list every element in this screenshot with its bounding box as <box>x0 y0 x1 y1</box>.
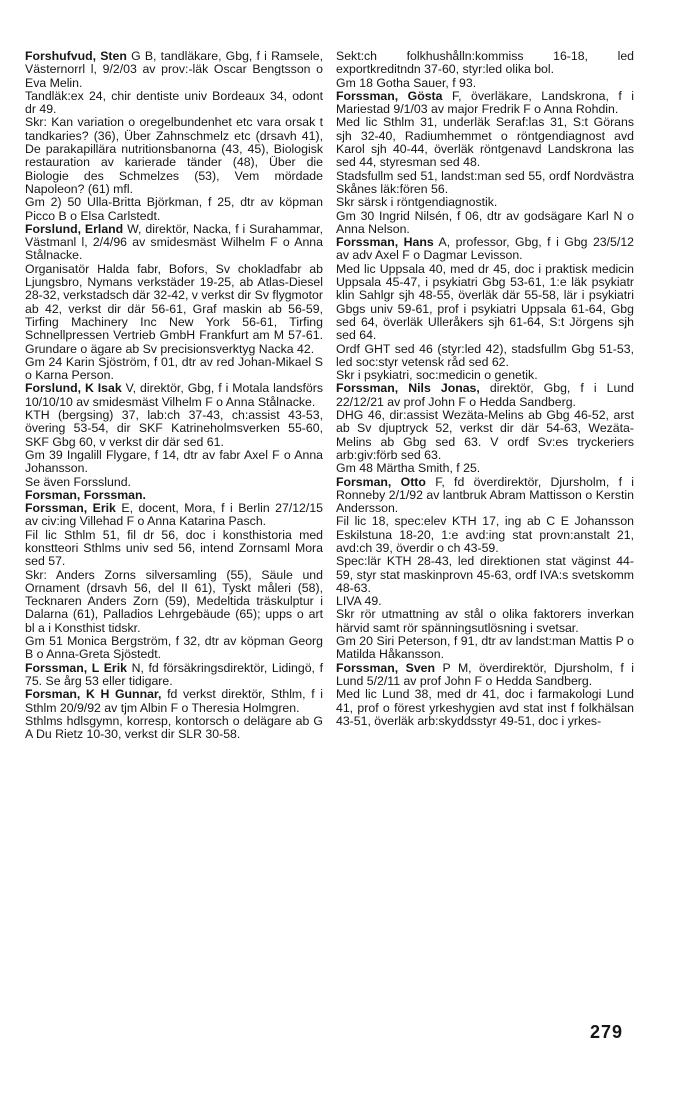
entry-text: Gm 2) 50 Ulla-Britta Björkman, f 25, dtr av köpman Picco B o Elsa Carlstedt. <box>25 195 323 223</box>
biography-entry <box>336 476 634 662</box>
entry-paragraph <box>25 223 323 263</box>
entry-text: Organisatör Halda fabr, Bofors, Sv chokladfabr ab Ljungsbro, Nymans verkstäder 19-25, ab Atlas-Diesel 28-32, verkstadsch där 32-42, v verkst dir Sv flygmotor ab 42, verkst dir där 56-61, Graf maskin ab 56-59, Tirfing Machinery Inc New York 56-61, Tirfing Schnellpressen Vertrieb GmbH Frankfurt am M 57-61. Grundare o ägare ab Sv precisionsverktyg Nacka 42. <box>25 261 323 356</box>
entry-paragraph <box>336 608 634 635</box>
entry-name: Forssman, L Erik <box>25 660 127 675</box>
entry-paragraph <box>336 688 634 728</box>
entry-paragraph <box>336 409 634 462</box>
entry-paragraph <box>336 50 634 77</box>
entry-paragraph <box>25 715 323 742</box>
entry-paragraph <box>25 569 323 635</box>
entry-text: Med lic Uppsala 40, med dr 45, doc i praktisk medicin Uppsala 45-47, i psykiatri Gbg 53-61, 1:e läk psykiatr klin Sahlgr sjh 48-55, överläk där 55-58, lär i psykiatri Gbgs univ 59-61, prof i psykiatri Uppsala 61-64, Gbg sed 64, överläk Ulleråkers sjh 61-64, S:t Jörgens sjh sed 64. <box>336 261 634 343</box>
entry-name: Forshufvud, Sten <box>25 49 127 63</box>
entry-text: P M, överdirektör, Djursholm, f i Lund 5/2/11 av prof John F o Hedda Sandberg. <box>336 660 635 688</box>
entry-text: Gm 30 Ingrid Nilsén, f 06, dtr av godsägare Karl N o Anna Nelson. <box>336 208 634 236</box>
biography-entry <box>25 223 323 383</box>
entry-name: Forslund, K Isak <box>25 381 122 396</box>
entry-paragraph <box>25 116 323 196</box>
entry-name: Forslund, Erland <box>25 221 124 236</box>
entry-text: Gm 51 Monica Bergström, f 32, dtr av köpman Georg B o Anna-Greta Sjöstedt. <box>25 634 323 662</box>
entry-text: F, fd överdirektör, Djursholm, f i Ronneby 2/1/92 av lantbruk Abram Mattisson o Kerstin Andersson. <box>336 474 634 516</box>
entry-paragraph <box>25 635 323 662</box>
entry-text: A, professor, Gbg, f i Gbg 23/5/12 av adv Axel F o Dagmar Levisson. <box>336 235 634 263</box>
page-number: 279 <box>590 1022 624 1042</box>
biography-entry <box>336 382 634 475</box>
entry-text: Skr i psykiatri, soc:medicin o genetik. <box>336 368 538 383</box>
entry-paragraph <box>25 196 323 223</box>
entry-paragraph <box>25 489 323 502</box>
entry-paragraph <box>25 688 323 715</box>
entry-paragraph <box>25 409 323 449</box>
entry-paragraph <box>336 210 634 237</box>
biography-entry <box>25 688 323 741</box>
entry-name: Forsman, K H Gunnar, <box>25 687 162 702</box>
entry-text: Se även Forsslund. <box>25 474 131 489</box>
entry-text: G B, tandläkare, Gbg, f i Ramsele, Västernorrl l, 9/2/03 av prov:-läk Oscar Bengtsson o Eva Melin. <box>25 49 324 90</box>
biography-entry <box>336 662 634 728</box>
entry-text: Fil lic 18, spec:elev KTH 17, ing ab C E Johansson Eskilstuna 18-20, 1:e avd:ing stat provn:anstalt 21, avd:ch 39, överdir o ch 43-59. <box>336 514 634 555</box>
entry-paragraph <box>25 662 323 689</box>
entry-paragraph <box>336 236 634 263</box>
entry-text: DHG 46, dir:assist Wezäta-Melins ab Gbg 46-52, arst ab Sv djuptryck 52, verkst dir där 54-63, Wezäta-Melins ab Gbg sed 63. V ordf Sv:es tryckeriers arb:giv:förb sed 63. <box>336 408 634 462</box>
entry-text: Sekt:ch folkhushålln:kommiss 16-18, led exportkreditndn 37-60, styr:led olika bol. <box>336 49 634 77</box>
entry-text: Skr: Kan variation o oregelbundenhet etc vara orsak t tandkaries? (36), Über Zahnschmelz etc (drsavh 41), De parakapillära nutritionsbanorna (43, 45), Biologisk restauration av karierade tänder (48), Über die Biologie des Schmelzes (53), Vem mördade Napoleon? (61) mfl. <box>25 115 323 196</box>
entry-paragraph <box>336 662 634 689</box>
entry-text: fd verkst direktör, Sthlm, f i Sthlm 20/9/92 av tjm Albin F o Theresia Holmgren. <box>25 687 323 715</box>
entry-paragraph <box>25 382 323 409</box>
right-column <box>336 50 634 728</box>
entry-text: W, direktör, Nacka, f i Surahammar, Västmanl l, 2/4/96 av smidesmäst Wilhelm F o Anna Stålnacke. <box>25 221 323 263</box>
entry-paragraph <box>336 635 634 662</box>
entry-text: N, fd försäkringsdirektör, Lidingö, f 75. Se årg 53 eller tidigare. <box>25 660 323 688</box>
entry-paragraph <box>336 343 634 370</box>
entry-text: E, docent, Mora, f i Berlin 27/12/15 av civ:ing Villehad F o Anna Katarina Pasch. <box>25 501 323 529</box>
entry-paragraph <box>336 196 634 209</box>
entry-text: Tandläk:ex 24, chir dentiste univ Bordeaux 34, odont dr 49. <box>25 88 323 117</box>
entry-text: Stadsfullm sed 51, landst:man sed 55, ordf Nordvästra Skånes läk:fören 56. <box>336 168 634 196</box>
entry-paragraph <box>25 529 323 569</box>
entry-paragraph <box>336 116 634 169</box>
entry-name: Forssman, Nils Jonas, <box>336 381 480 396</box>
entry-name: Forsman, Otto <box>336 474 426 489</box>
biography-entry <box>25 476 323 489</box>
entry-text: Skr rör utmattning av stål o olika faktorers inverkan härvid samt rör spänningsutlösning i svetsar. <box>336 607 634 635</box>
entry-text: Med lic Lund 38, med dr 41, doc i farmakologi Lund 41, prof o förest yrkeshygien avd stat inst f folkhälsan 43-51, överläk arb:skyddsstyr 49-51, doc i yrkes- <box>336 687 634 728</box>
entry-paragraph <box>336 462 634 475</box>
entry-text: Skr: Anders Zorns silversamling (55), Säule und Ornament (drsavh 56, del II 61), Tyskt måleri (58), Tecknaren Anders Zorn (59), Medeltida träskulptur i Dalarna (61), Palladios Lehrgebäude (65); upps o art bl a i Konsthist tidskr. <box>25 567 323 635</box>
entry-text: Skr särsk i röntgendiagnostik. <box>336 195 498 210</box>
entry-text: Gm 18 Gotha Sauer, f 93. <box>336 75 477 90</box>
entry-paragraph <box>25 356 323 383</box>
entry-paragraph <box>25 476 323 489</box>
entry-text: F, överläkare, Landskrona, f i Mariestad 9/1/03 av major Fredrik F o Anna Rohdin. <box>336 88 635 117</box>
entry-paragraph <box>336 369 634 382</box>
entry-text: Sthlms hdlsgymn, korresp, kontorsch o delägare ab G A Du Rietz 10-30, verkst dir SLR 30-58. <box>25 713 323 742</box>
entry-name: Forssman, Hans <box>336 235 434 250</box>
biography-entry <box>336 50 634 90</box>
biography-entry <box>25 489 323 502</box>
entry-text: Gm 39 Ingalill Flygare, f 14, dtr av fabr Axel F o Anna Johansson. <box>25 447 323 476</box>
entry-paragraph <box>336 515 634 555</box>
entry-paragraph <box>336 77 634 90</box>
entry-paragraph <box>25 50 323 90</box>
biography-entry <box>25 502 323 662</box>
entry-paragraph <box>336 90 634 117</box>
entry-name: Forssman, Erik <box>25 501 116 516</box>
entry-text: Ordf GHT sed 46 (styr:led 42), stadsfullm Gbg 51-53, led soc:styr vetensk råd sed 62. <box>336 341 634 369</box>
entry-text: Gm 20 Siri Peterson, f 91, dtr av landst:man Mattis P o Matilda Håkansson. <box>336 634 634 662</box>
entry-paragraph <box>336 263 634 343</box>
entry-paragraph <box>336 170 634 197</box>
entry-text: LIVA 49. <box>336 594 382 609</box>
entry-name: Forssman, Gösta <box>336 88 443 103</box>
entry-paragraph <box>25 502 323 529</box>
biography-entry <box>336 90 634 236</box>
entry-paragraph <box>25 263 323 356</box>
entry-text: Spec:lär KTH 28-43, led direktionen stat väginst 44-59, styr stat maskinprovn 45-63, ordf IVA:s svetskomm 48-63. <box>336 554 634 595</box>
entry-paragraph <box>336 555 634 595</box>
entry-name: Forsman, Forssman. <box>25 487 146 502</box>
entry-text: Fil lic Sthlm 51, fil dr 56, doc i konsthistoria med konstteori Sthlms univ sed 56, intend Zornsaml Mora sed 57. <box>25 527 323 569</box>
entry-text: V, direktör, Gbg, f i Motala landsförs 10/10/10 av smidesmäst Vilhelm F o Anna Stålnacke. <box>25 381 323 409</box>
entry-paragraph <box>25 90 323 117</box>
biography-entry <box>25 50 323 223</box>
entry-paragraph <box>25 449 323 476</box>
biography-entry <box>336 236 634 382</box>
entry-paragraph <box>336 595 634 608</box>
entry-text: Gm 48 Märtha Smith, f 25. <box>336 461 481 476</box>
entry-text: Gm 24 Karin Sjöström, f 01, dtr av red Johan-Mikael S o Karna Person. <box>25 354 323 383</box>
biography-entry <box>25 662 323 689</box>
entry-text: KTH (bergsing) 37, lab:ch 37-43, ch:assist 43-53, övering 53-54, dir SKF Katrineholmsverken 55-60, SKF Gbg 60, v verkst dir där sed 61. <box>25 408 323 449</box>
entry-text: direktör, Gbg, f i Lund 22/12/21 av prof John F o Hedda Sandberg. <box>336 381 634 409</box>
entry-text: Med lic Sthlm 31, underläk Seraf:las 31, S:t Görans sjh 32-40, Radiumhemmet o röntgendiagnost avd Karol sjh 40-44, överläk röntgenavd Landskrona las sed 44, styresman sed 48. <box>336 115 634 170</box>
entry-paragraph <box>336 382 634 409</box>
biography-entry <box>25 382 323 475</box>
left-column <box>25 50 323 741</box>
entry-paragraph <box>336 476 634 516</box>
entry-name: Forssman, Sven <box>336 660 436 675</box>
